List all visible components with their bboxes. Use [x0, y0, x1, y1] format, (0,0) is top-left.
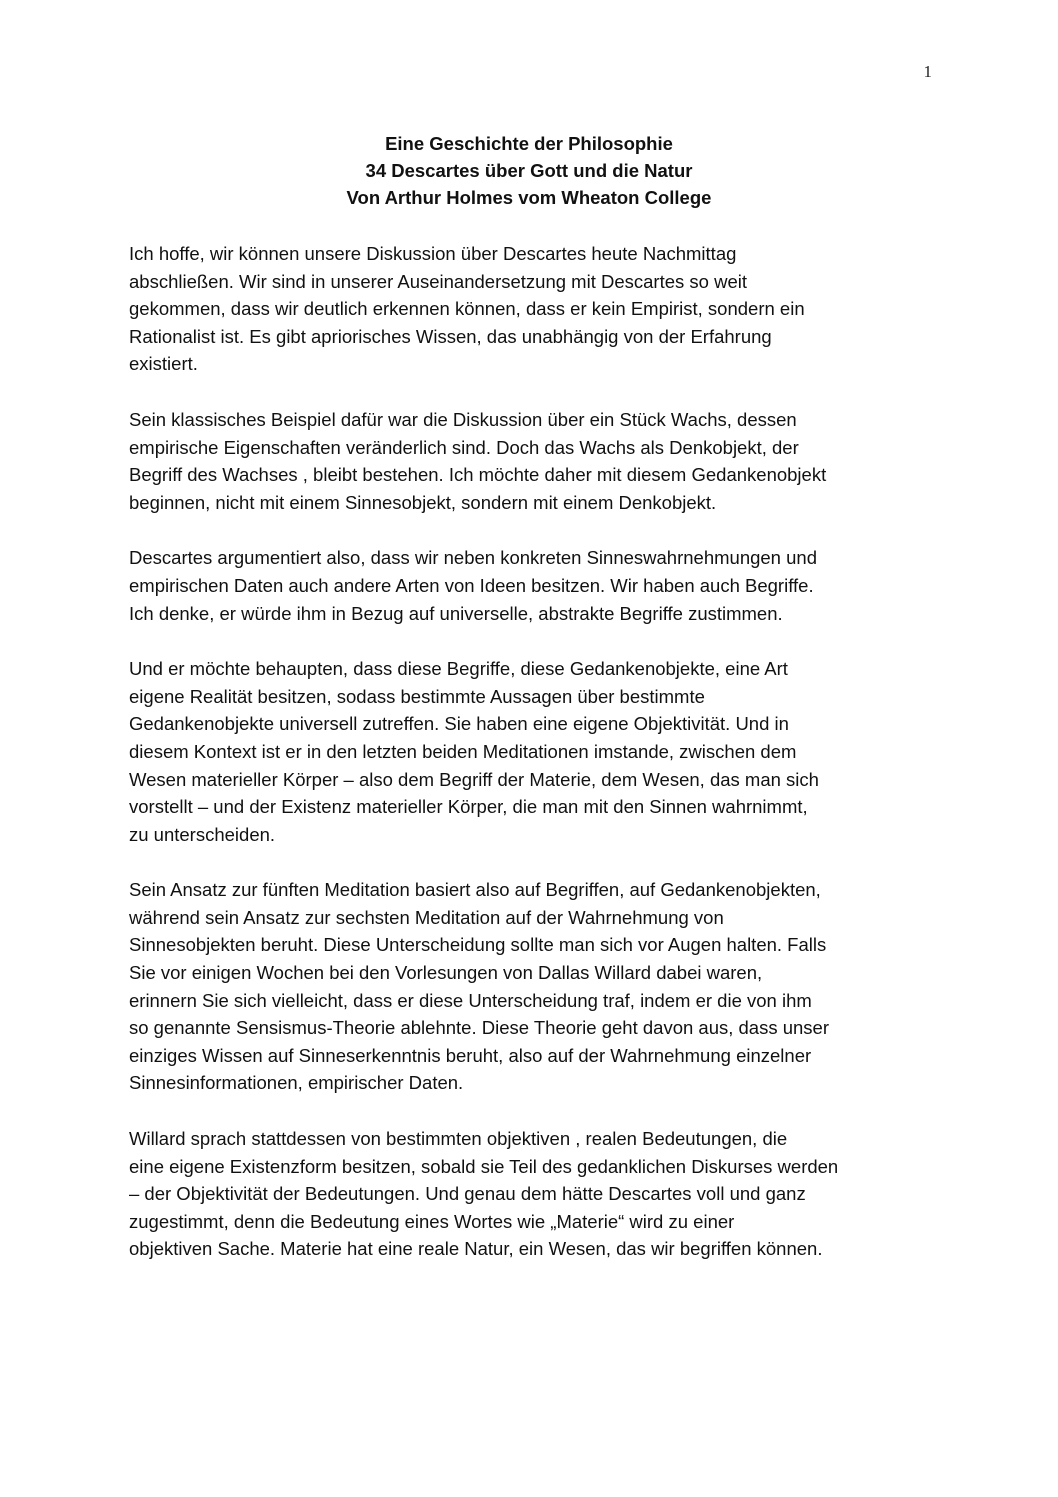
document-title — [0, 130, 1058, 211]
text-line: objektiven Sache. Materie hat eine reale Natur, ein Wesen, das wir begriffen können. — [129, 1238, 823, 1260]
text-line: einziges Wissen auf Sinneserkenntnis beruht, also auf der Wahrnehmung einzelner — [129, 1044, 812, 1066]
text-line: – der Objektivität der Bedeutungen. Und genau dem hätte Descartes voll und ganz — [129, 1183, 806, 1205]
document-body — [129, 240, 941, 1291]
text-line: Sie vor einigen Wochen bei den Vorlesungen von Dallas Willard dabei waren, — [129, 962, 763, 984]
text-line: Descartes argumentiert also, dass wir neben konkreten Sinneswahrnehmungen und — [129, 547, 817, 569]
text-line: empirischen Daten auch andere Arten von Ideen besitzen. Wir haben auch Begriffe. — [129, 574, 814, 596]
text-line: gekommen, dass wir deutlich erkennen können, dass er kein Empirist, sondern ein — [129, 298, 805, 320]
text-line: so genannte Sensismus-Theorie ablehnte. Diese Theorie geht davon aus, dass unser — [129, 1017, 830, 1039]
text-line: existiert. — [129, 353, 198, 375]
text-line: Rationalist ist. Es gibt apriorisches Wissen, das unabhängig von der Erfahrung — [129, 325, 772, 347]
paragraph — [129, 655, 941, 848]
page-number: 1 — [923, 62, 932, 81]
text-line: abschließen. Wir sind in unserer Auseinandersetzung mit Descartes so weit — [129, 270, 747, 292]
text-line: beginnen, nicht mit einem Sinnesobjekt, sondern mit einem Denkobjekt. — [129, 491, 717, 513]
paragraph — [129, 544, 941, 627]
text-line: Sein Ansatz zur fünften Meditation basiert also auf Begriffen, auf Gedankenobjekten, — [129, 879, 821, 901]
text-line: erinnern Sie sich vielleicht, dass er diese Unterscheidung traf, indem er die von ihm — [129, 989, 812, 1011]
text-line: Willard sprach stattdessen von bestimmten objektiven , realen Bedeutungen, die — [129, 1128, 788, 1150]
text-line: Begriff des Wachses , bleibt bestehen. Ich möchte daher mit diesem Gedankenobjekt — [129, 464, 827, 486]
text-line: Sein klassisches Beispiel dafür war die Diskussion über ein Stück Wachs, dessen — [129, 408, 797, 430]
title-line-series: Eine Geschichte der Philosophie — [385, 133, 673, 154]
text-line: Sinnesobjekten beruht. Diese Unterscheidung sollte man sich vor Augen halten. Falls — [129, 934, 827, 956]
text-line: Und er möchte behaupten, dass diese Begriffe, diese Gedankenobjekte, eine Art — [129, 658, 788, 680]
title-line-author: Von Arthur Holmes vom Wheaton College — [346, 187, 712, 208]
text-line: Ich hoffe, wir können unsere Diskussion über Descartes heute Nachmittag — [129, 243, 737, 264]
text-line: empirische Eigenschaften veränderlich sind. Doch das Wachs als Denkobjekt, der — [129, 436, 799, 458]
text-line: zugestimmt, denn die Bedeutung eines Wortes wie „Materie“ wird zu einer — [129, 1210, 735, 1232]
text-line: zu unterscheiden. — [129, 823, 276, 845]
text-line: vorstellt – und der Existenz materieller Körper, die man mit den Sinnen wahrnimmt, — [129, 796, 808, 818]
text-line: Wesen materieller Körper – also dem Begriff der Materie, dem Wesen, das man sich — [129, 768, 819, 790]
text-line: Sinnesinformationen, empirischer Daten. — [129, 1072, 464, 1094]
text-line: eine eigene Existenzform besitzen, sobald sie Teil des gedanklichen Diskurses werden — [129, 1155, 839, 1177]
paragraph — [129, 1125, 941, 1263]
text-line: diesem Kontext ist er in den letzten beiden Meditationen imstande, zwischen dem — [129, 740, 797, 762]
paragraph — [129, 240, 941, 378]
text-line: eigene Realität besitzen, sodass bestimmte Aussagen über bestimmte — [129, 685, 705, 707]
paragraph — [129, 876, 941, 1097]
paragraph — [129, 406, 941, 516]
text-line: während sein Ansatz zur sechsten Meditation auf der Wahrnehmung von — [129, 906, 724, 928]
text-line: Gedankenobjekte universell zutreffen. Sie haben eine eigene Objektivität. Und in — [129, 713, 789, 735]
text-line: Ich denke, er würde ihm in Bezug auf universelle, abstrakte Begriffe zustimmen. — [129, 602, 783, 624]
title-line-lecture: 34 Descartes über Gott und die Natur — [365, 160, 693, 181]
